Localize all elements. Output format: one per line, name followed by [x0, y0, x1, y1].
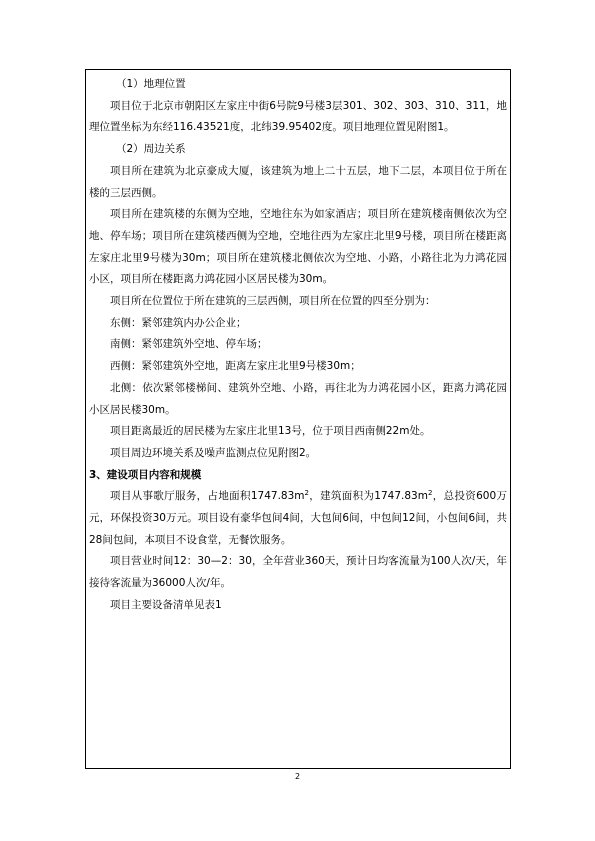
- scale-text-a: 项目从事歌厅服务，占地面积1747.83m: [110, 490, 305, 503]
- east-side: 东侧：紧邻建筑内办公企业；: [110, 316, 247, 329]
- page-number: 2: [294, 772, 301, 781]
- equipment-list-reference: 项目主要设备清单见表1: [110, 598, 222, 611]
- area-superscript-1: 2: [304, 489, 309, 498]
- scale-text-c: ，总投资600万元，环保投资30万元。项目设有豪华包间4间，大包间6间，中包间12间，小包间6间，共28间包间，本项目不设食堂，无餐饮服务。: [89, 490, 507, 546]
- document-body: [89, 74, 507, 617]
- figure-reference: 项目周边环境关系及噪声监测点位见附图2。: [110, 446, 317, 459]
- location-paragraph: 项目位于北京市朝阳区左家庄中街6号院9号楼3层301、302、303、310、311，地理位置坐标为东经116.43521度，北纬39.95402度。项目地理位置见附图1。: [89, 99, 507, 134]
- surroundings-paragraph: 项目所在建筑楼的东侧为空地，空地往东为如家酒店；项目所在建筑楼南侧依次为空地、停车场；项目所在建筑楼西侧为空地，空地往西为左家庄北里9号楼，项目所在楼距离左家庄北里9号楼为30m；项目所在建筑楼北侧依次为空地、小路，小路往北为力鸿花园小区，项目所在楼距离力鸿花园小区居民楼为30m。: [89, 208, 507, 286]
- scale-text-b: ，建筑面积为1747.83m: [308, 490, 428, 503]
- section-1-title: （1）地理位置: [116, 78, 186, 90]
- area-superscript-2: 2: [427, 489, 433, 498]
- section-3-heading: 3、建设项目内容和规模: [89, 468, 202, 481]
- section-2-title: （2）周边关系: [116, 143, 186, 156]
- north-side: 北侧：依次紧邻楼梯间、建筑外空地、小路，再往北为力鸿花园小区，距离力鸿花园小区居民楼30m。: [89, 381, 507, 416]
- boundary-intro: 项目所在位置位于所在建筑的三层西侧，项目所在位置的四至分别为：: [110, 295, 436, 308]
- building-paragraph: 项目所在建筑为北京豪成大厦，该建筑为地上二十五层，地下二层，本项目位于所在楼的三层西侧。: [89, 164, 507, 199]
- operating-hours-paragraph: 项目营业时间12：30—2：30，全年营业360天，预计日均客流量为100人次/天，年接待客流量为36000人次/年。: [89, 555, 507, 590]
- west-side: 西侧：紧邻建筑外空地，距离左家庄北里9号楼30m；: [110, 360, 361, 373]
- nearest-residence: 项目距离最近的居民楼为左家庄北里13号，位于项目西南侧22m处。: [110, 425, 431, 438]
- south-side: 南侧：紧邻建筑外空地、停车场；: [110, 338, 268, 351]
- project-scale-paragraph: [89, 486, 507, 551]
